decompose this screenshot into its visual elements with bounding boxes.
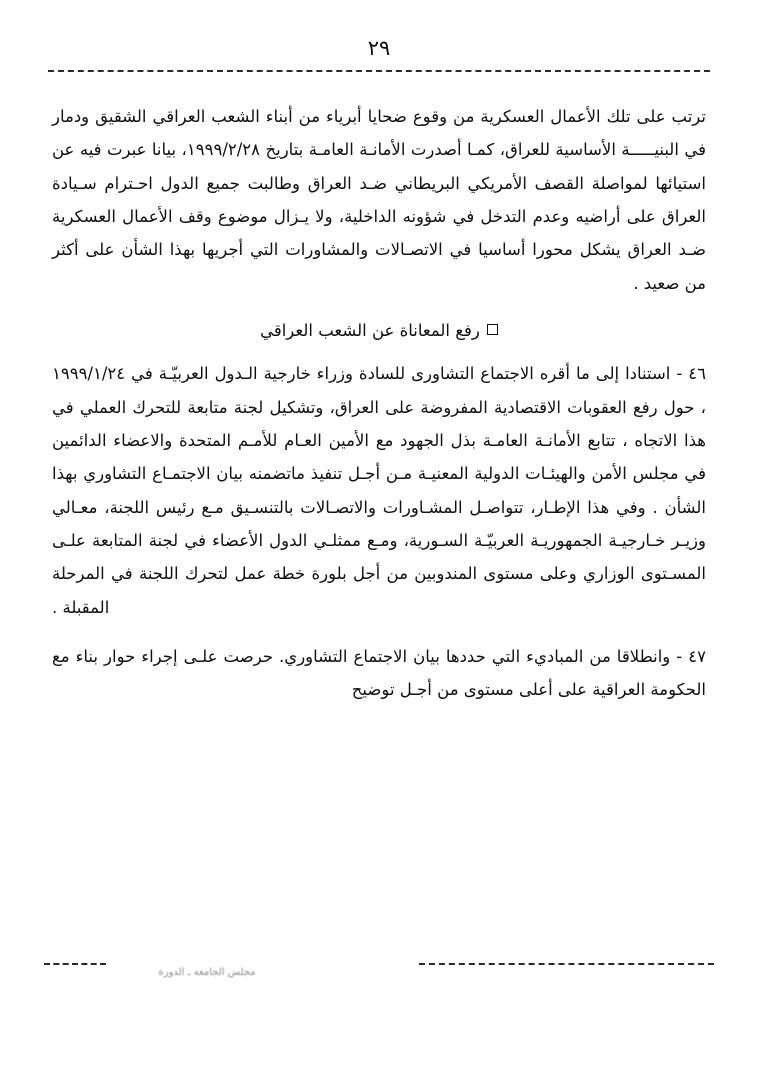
header-divider: [48, 70, 710, 72]
numbered-item-47-body: وانطلاقا من المباديء التي حددها بيان الاجتماع التشاوري. حرصت علـى إجراء حوار بناء مع الحكومة العراقية على أعلى مستوى من أجـل توضيح: [52, 646, 706, 700]
paragraph-intro: ترتب على تلك الأعمال العسكرية من وقوع ضحايا أبرياء من أبناء الشعب العراقي الشقيق ودمار في البنيـــــة الأساسية للعراق، كمـا أصدرت الأمانـة العامـة بتاريخ ١٩٩٩/٢/٢٨، بيانا عبرت فيه عن استيائها لمواصلة القصف الأمريكي البريطاني ضـد العراق وطالبت جميع الدول احـترام سـيادة العراق على أراضيه وعدم التدخل في شؤونه الداخلية، ولا يـزال موضوع وقف الأعمال العسكرية ضـد العراق يشكل محورا أساسيا في الاتصـالات والمشاورات التي أجريها بهذا الشأن على أكثر من صعيد .: [52, 107, 706, 293]
footer-note: مجلس الجامعة ـ الدورة: [158, 967, 256, 978]
numbered-item-47-number: ٤٧ -: [676, 646, 706, 666]
footer-divider-left: [44, 963, 106, 965]
bullet-square-icon: [487, 324, 498, 335]
footer-divider-right: [419, 963, 714, 965]
bullet-heading: [52, 314, 706, 347]
page-number: ٢٩: [367, 36, 391, 60]
page-content: [52, 100, 706, 709]
numbered-item-46: [52, 357, 706, 624]
numbered-item-46-text: [52, 357, 706, 624]
numbered-item-47: [52, 640, 706, 707]
bullet-heading-text: رفع المعاناة عن الشعب العراقي: [260, 320, 480, 340]
numbered-item-47-text: [52, 640, 706, 707]
numbered-item-46-body: استنادا إلى ما أقره الاجتماع التشاورى للسادة وزراء خارجية الـدول العربيّـة في ١٩٩٩/١/٢٤ ، حول رفع العقوبات الاقتصادية المفروضة على العراق، وتشكيل لجنة متابعة للتحرك العملي في هذا الاتجاه ، تتابع الأمانـة العامـة بذل الجهود مع الأمين العـام للأمـم المتحدة والاعضاء الدائمين في مجلس الأمن والهيئـات الدولية المعنيـة مـن أجـل تنفيذ ماتضمنه بيان الاجتمـاع التشاوري بهذا الشأن . وفي هذا الإطـار، تتواصـل المشـاورات والاتصـالات بالتنسـيق مـع رئيس اللجنة، معـالي وزيـر خـارجيـة الجمهوريـة العربيّـة السـورية، ومـع ممثلـي الدول الأعضاء في لجنة المتابعة علـى المسـتوى الوزاري وعلى مستوى المندوبين من أجل بلورة خطة عمل لتحرك اللجنة في المرحلة المقبلة .: [52, 364, 706, 617]
numbered-item-46-number: ٤٦ -: [676, 364, 706, 384]
